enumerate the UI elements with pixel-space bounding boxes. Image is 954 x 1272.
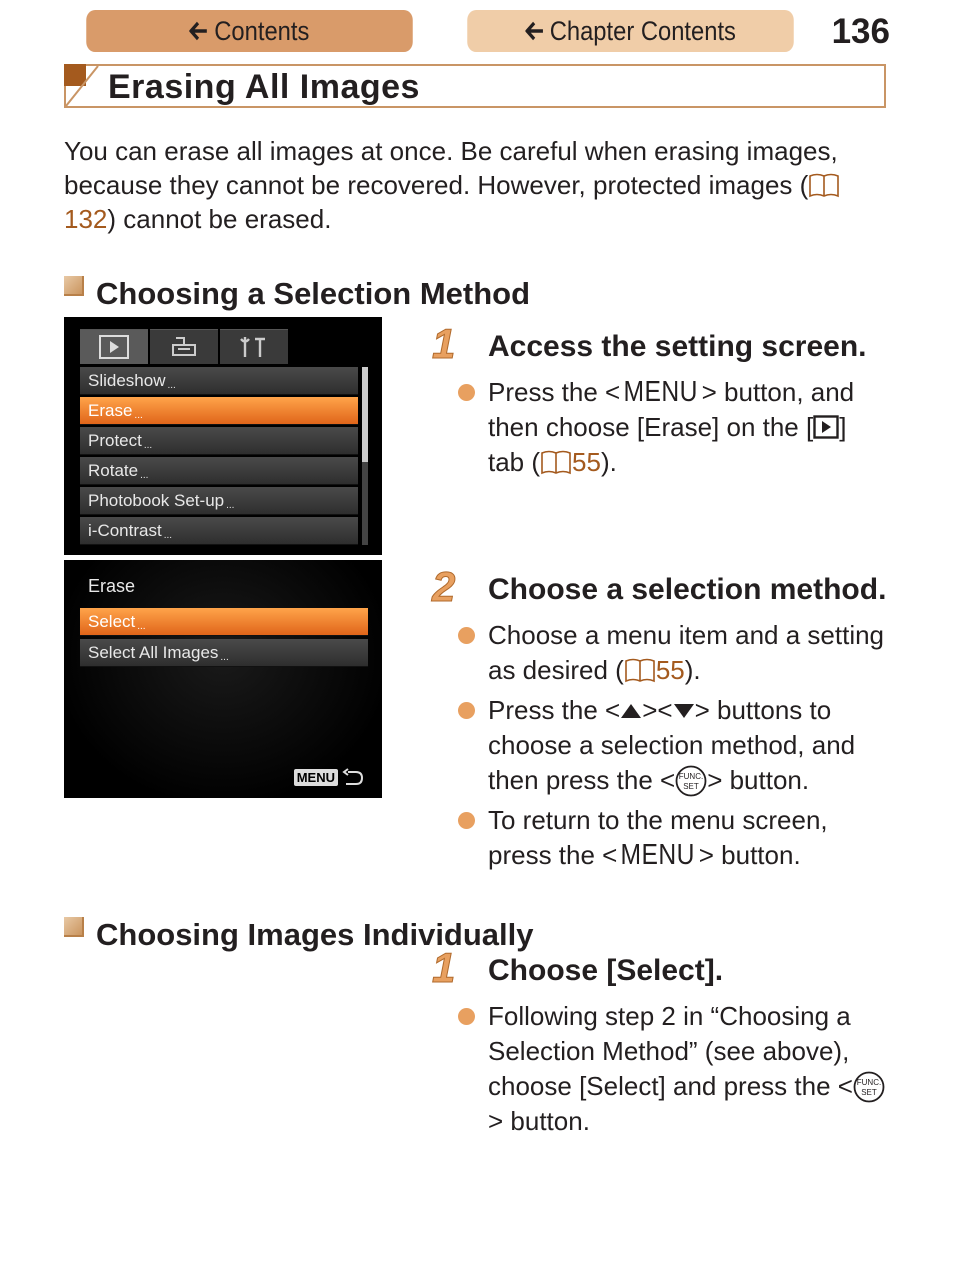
- text: > button.: [488, 1106, 590, 1136]
- camera-erase-screenshot: [64, 560, 382, 798]
- intro-text-1: You can erase all images at once. Be careful when erasing images, because they cannot be recovered. However, protected images (: [64, 136, 838, 200]
- text: Following step 2 in “Choosing a Selection Method” (see above), choose [Select] and press the <: [488, 1001, 853, 1101]
- text: > button.: [698, 840, 801, 870]
- return-arrow-icon: [342, 768, 364, 786]
- text: Press the <: [488, 377, 621, 407]
- text: To return to the menu screen, press the <: [488, 805, 828, 870]
- title-corner-line: [66, 66, 106, 108]
- svg-text:FUNC.: FUNC.: [678, 772, 704, 781]
- svg-text:SET: SET: [683, 782, 699, 791]
- page-number: 136: [831, 12, 890, 51]
- menu-button-glyph: MENU: [294, 769, 338, 786]
- menu-item-erase[interactable]: Erase ...: [80, 397, 358, 425]
- print-icon: [170, 335, 198, 359]
- chapter-contents-nav-button[interactable]: [467, 10, 793, 52]
- text: ] tab (: [488, 412, 847, 477]
- page-reference-link[interactable]: 55: [572, 447, 601, 477]
- section-square-icon: [64, 276, 84, 296]
- menu-item-protect[interactable]: Protect ...: [80, 427, 358, 455]
- func-set-button-icon: [853, 1071, 885, 1103]
- svg-text:SET: SET: [861, 1088, 877, 1097]
- text: ><: [642, 695, 673, 725]
- menu-item-select-all-images[interactable]: Select All Images ...: [80, 639, 368, 667]
- tab-playback[interactable]: [80, 329, 148, 364]
- erase-screen-title: Erase: [88, 576, 136, 596]
- step-1-bullet-1: [488, 999, 888, 1139]
- svg-text:FUNC.: FUNC.: [856, 1078, 882, 1087]
- up-arrow-icon: [620, 703, 642, 719]
- contents-nav-button[interactable]: [86, 10, 412, 52]
- step-1-heading: Choose [Select].: [488, 954, 724, 987]
- ellipsis-marker: ...: [167, 380, 176, 391]
- tab-print[interactable]: [150, 329, 218, 364]
- ellipsis-marker: ...: [143, 440, 153, 451]
- step-1-bullet-1: [488, 375, 888, 480]
- menu-button-glyph: MENU: [623, 376, 699, 408]
- intro-paragraph: [64, 134, 884, 236]
- playback-icon: [99, 335, 129, 359]
- arrow-left-icon: [190, 21, 209, 41]
- step-2-bullet-2: [488, 693, 888, 798]
- page-title: Erasing All Images: [108, 68, 420, 106]
- page-title-box: [64, 64, 886, 108]
- ellipsis-marker: ...: [140, 470, 149, 481]
- playback-tab-icon: [813, 415, 839, 439]
- menu-scroll-thumb[interactable]: [362, 367, 368, 462]
- menu-item-slideshow[interactable]: Slideshow ...: [80, 367, 358, 395]
- func-set-button-icon: [675, 765, 707, 797]
- camera-menu-screenshot: [64, 317, 382, 555]
- text: Press the <: [488, 695, 621, 725]
- page-reference-link[interactable]: 55: [655, 655, 685, 685]
- menu-item-photobook[interactable]: Photobook Set-up ...: [80, 487, 358, 515]
- menu-item-rotate[interactable]: Rotate ...: [80, 457, 358, 485]
- ellipsis-marker: ...: [226, 500, 235, 511]
- intro-text-2: ) cannot be erased.: [107, 204, 332, 234]
- ellipsis-marker: ...: [137, 621, 146, 632]
- menu-back-hint: [294, 768, 364, 786]
- step-2-bullet-3: [488, 803, 888, 873]
- section-heading-text: Choosing Images Individually: [96, 917, 534, 952]
- menu-item-select[interactable]: Select ...: [80, 608, 368, 636]
- text: ).: [600, 447, 617, 477]
- step-2-bullet-1: [488, 618, 888, 688]
- text: > button, and then choose [Erase] on the [: [488, 377, 855, 442]
- menu-item-i-contrast[interactable]: i-Contrast ...: [80, 517, 358, 545]
- page-reference-link[interactable]: 132: [64, 204, 108, 234]
- step-1-heading: Access the setting screen.: [488, 330, 867, 363]
- text: Choose a menu item and a setting as desired (: [488, 620, 885, 685]
- step-number-1: 1: [432, 944, 456, 991]
- section-heading-selection-method: [64, 276, 530, 312]
- step-2-heading: Choose a selection method.: [488, 573, 887, 606]
- section-heading-text: Choosing a Selection Method: [96, 276, 531, 311]
- chapter-contents-nav-label: Chapter Contents: [549, 15, 736, 46]
- arrow-left-icon: [525, 21, 544, 41]
- down-arrow-icon: [673, 703, 695, 719]
- book-reference-icon: [540, 449, 572, 475]
- text: ).: [684, 655, 701, 685]
- ellipsis-marker: ...: [163, 530, 173, 541]
- book-reference-icon: [808, 172, 840, 198]
- step-number-2: 2: [432, 563, 456, 610]
- ellipsis-marker: ...: [134, 410, 143, 421]
- contents-nav-label: Contents: [214, 15, 310, 46]
- tab-setup[interactable]: [220, 329, 288, 364]
- ellipsis-marker: ...: [220, 652, 229, 663]
- step-number-1: 1: [432, 320, 456, 367]
- text: > button.: [707, 765, 810, 795]
- menu-tabs: [80, 329, 290, 364]
- text: > buttons to choose a selection method, and then press the <: [488, 695, 856, 795]
- menu-button-glyph: MENU: [620, 839, 696, 871]
- section-heading-images-individually: [64, 917, 534, 953]
- book-reference-icon: [624, 657, 656, 683]
- section-square-icon: [64, 917, 84, 937]
- setup-tools-icon: [239, 335, 269, 359]
